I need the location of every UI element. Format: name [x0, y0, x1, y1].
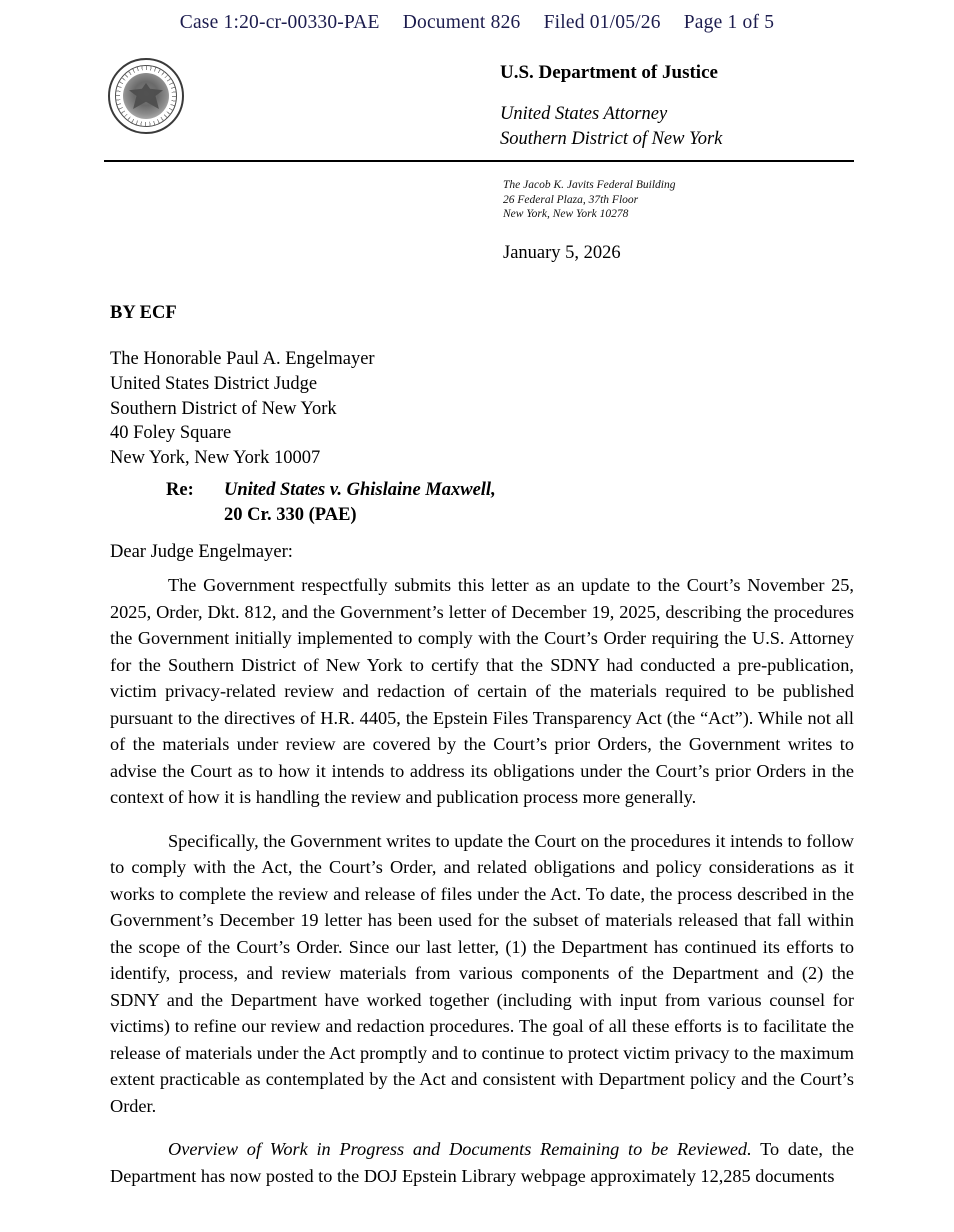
re-line — [166, 478, 496, 528]
address-line-2: 26 Federal Plaza, 37th Floor — [503, 193, 639, 206]
recipient-line-4: 40 Foley Square — [110, 423, 232, 444]
address-line-1: The Jacob K. Javits Federal Building — [503, 179, 676, 191]
ecf-case-number: Case 1:20-cr-00330-PAE — [179, 12, 380, 33]
letterhead-divider — [104, 160, 854, 162]
letter-body — [110, 572, 854, 1189]
re-case-name: United States v. Ghislaine Maxwell — [224, 480, 492, 500]
recipient-line-1: The Honorable Paul A. Engelmayer — [110, 349, 375, 369]
re-case-number: 20 Cr. 330 (PAE) — [224, 505, 357, 525]
ecf-page-number: Page 1 of 5 — [683, 12, 775, 33]
doj-seal-icon — [108, 58, 184, 134]
re-case-comma: , — [491, 480, 496, 500]
department-title: U.S. Department of Justice — [500, 62, 718, 83]
ecf-document-number: Document 826 — [402, 12, 521, 33]
address-line-3: New York, New York 10278 — [503, 208, 629, 220]
recipient-address — [110, 347, 375, 471]
salutation: Dear Judge Engelmayer: — [110, 542, 293, 562]
letterhead — [0, 52, 954, 162]
delivery-method: BY ECF — [110, 303, 177, 323]
body-paragraph-3-text: To date, the Department has now posted to the DOJ Epstein Library webpage approximately 12,285 documents — [110, 1139, 854, 1186]
ecf-filing-header — [0, 12, 954, 34]
recipient-line-2: United States District Judge — [110, 373, 318, 394]
re-label: Re: — [166, 480, 194, 500]
recipient-line-5: New York, New York 10007 — [110, 448, 321, 469]
body-paragraph-1: The Government respectfully submits this letter as an update to the Court’s November 25, 2025, Order, Dkt. 812, and the Government’s letter of December 19, 2025, describing the procedures the Government initially implemented to comply with the Court’s Order requiring the U.S. Attorney for the Southern District of New York to certify that the SDNY had conducted a pre-publication, victim privacy-related review and redaction of certain of the materials required to be published pursuant to the directives of H.R. 4405, the Epstein Files Transparency Act (the “Act”). While not all of the materials under review are covered by the Court’s prior Orders, the Government writes to advise the Court as to how it intends to address its obligations under the Court’s prior Orders in the context of how it is handling the review and publication process more generally. — [110, 575, 854, 807]
recipient-line-3: Southern District of New York — [110, 398, 337, 419]
office-title-line-2: Southern District of New York — [500, 129, 723, 149]
office-title-line-1: United States Attorney — [500, 104, 668, 124]
body-paragraph-3-heading: Overview of Work in Progress and Documents Remaining to be Reviewed. — [168, 1139, 752, 1159]
letter-date: January 5, 2026 — [503, 243, 621, 263]
office-address — [503, 178, 675, 222]
body-paragraph-2: Specifically, the Government writes to update the Court on the procedures it intends to follow to comply with the Act, the Court’s Order, and related obligations and policy considerations as it works to complete the review and release of files under the Act. To date, the process described in the Government’s December 19 letter has been used for the subset of materials released that fall within the scope of the Court’s Order. Since our last letter, (1) the Department has continued its efforts to identify, process, and review materials from various components of the Department and (2) the SDNY and the Department have worked together (including with input from various counsel for victims) to refine our review and redaction procedures. The goal of all these efforts is to facilitate the release of materials under the Act promptly and to continue to protect victim privacy to the maximum extent practicable as contemplated by the Act and consistent with Department policy and the Court’s Order. — [110, 830, 854, 1116]
body-paragraph-3 — [110, 1136, 854, 1189]
ecf-filed-date: Filed 01/05/26 — [543, 12, 661, 33]
